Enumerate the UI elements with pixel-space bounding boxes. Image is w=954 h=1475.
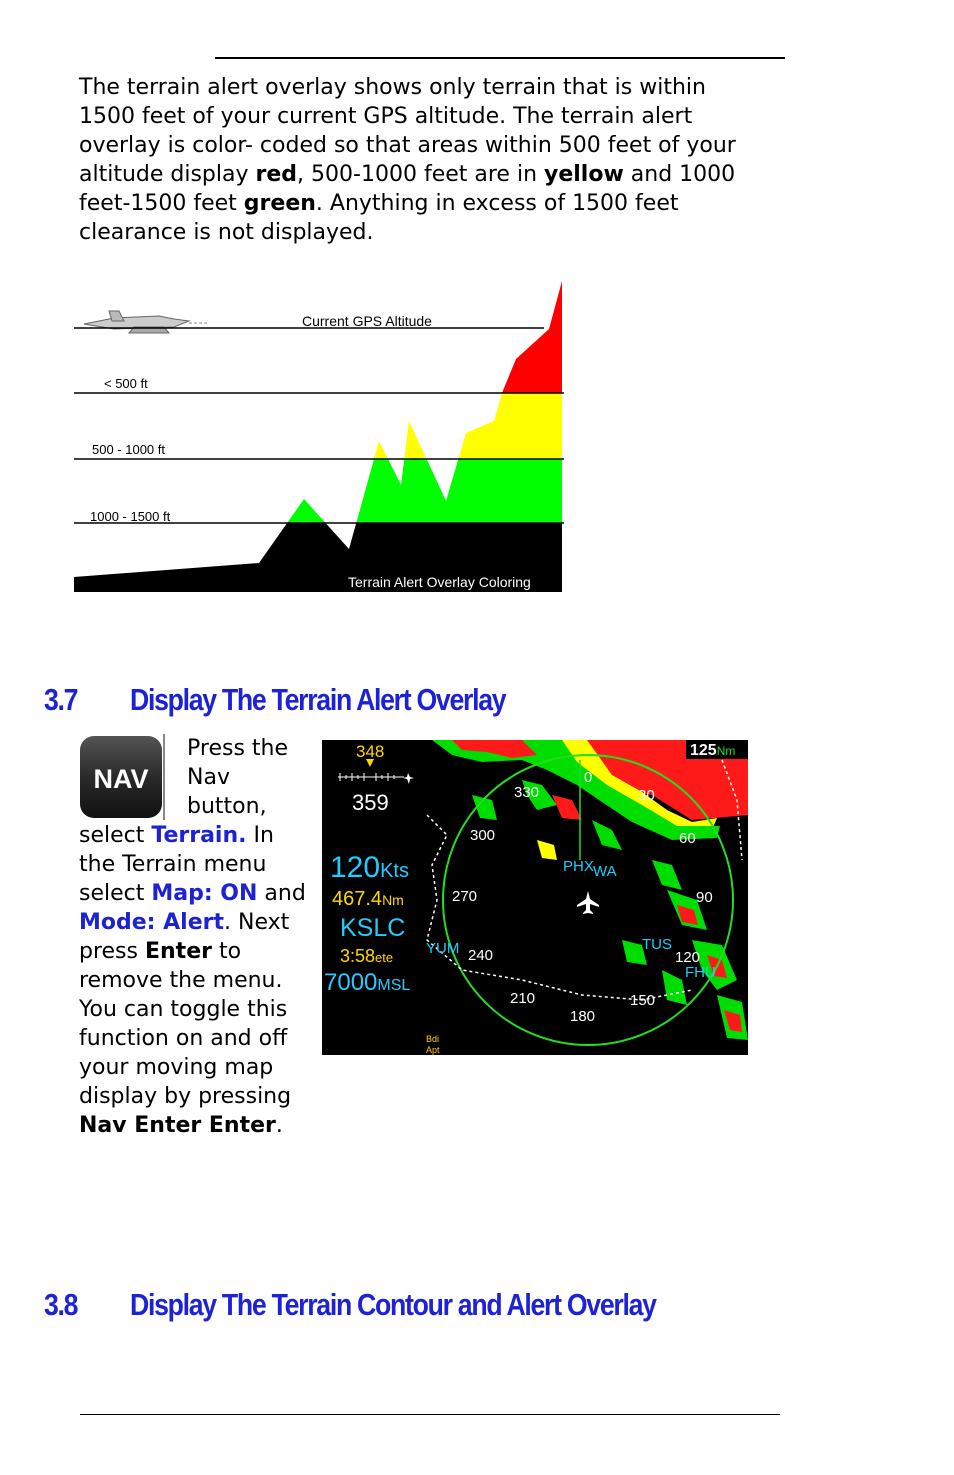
compass-label: 120 <box>675 949 701 966</box>
body-text: . <box>275 1113 283 1138</box>
heading-value: 359 <box>352 790 389 815</box>
nav-icon-label: NAV <box>93 764 149 794</box>
airport-label: PHX <box>563 858 594 875</box>
compass-label: 240 <box>468 947 494 964</box>
body-text: Press the Nav button, select <box>79 736 288 848</box>
range-readout <box>690 742 735 759</box>
compass-label: 0 <box>584 769 593 786</box>
body-text: In the Terrain menu select <box>79 823 274 906</box>
airport-label: WA <box>593 863 617 880</box>
figure-caption: Terrain Alert Overlay Coloring <box>348 574 531 590</box>
intro-text: , 500-1000 feet are in <box>297 162 544 187</box>
intro-text: . Anything in excess of 1500 feet clearance is not displayed. <box>79 191 679 245</box>
band1-label: < 500 ft <box>104 376 148 391</box>
terrain-term: Terrain. <box>151 823 247 848</box>
waypoint-value: KSLC <box>340 914 406 942</box>
range-unit: Nm <box>716 744 736 758</box>
section-number: 3.7 <box>44 682 78 717</box>
header-rule <box>215 57 785 59</box>
compass-label: 60 <box>679 830 696 847</box>
speed-unit: Kts <box>380 860 409 882</box>
map-on-term: Map: ON <box>151 881 258 906</box>
nav-icon-container <box>79 734 187 821</box>
altitude-label: Current GPS Altitude <box>302 313 432 329</box>
distance-value: 467.4 <box>332 888 383 910</box>
section-number: 3.8 <box>44 1287 78 1322</box>
range-value: 125 <box>690 742 717 759</box>
ete-value: 3:58 <box>340 946 376 966</box>
compass-label: 90 <box>696 889 713 906</box>
intro-text: and 1000 feet-1500 feet <box>79 162 736 216</box>
distance-readout <box>332 888 404 910</box>
track-value: 348 <box>356 742 385 761</box>
terrain-alert-coloring-figure <box>74 281 564 592</box>
section-3-8-heading <box>44 1287 656 1323</box>
speed-value: 120 <box>330 851 381 884</box>
intro-paragraph <box>79 73 759 247</box>
compass-label: 210 <box>510 990 536 1007</box>
nav-enter-enter-term: Nav Enter Enter <box>79 1113 276 1138</box>
altitude-value: 7000 <box>324 969 378 996</box>
airport-label: TUS <box>642 936 672 953</box>
mode-alert-term: Mode: Alert <box>79 910 224 935</box>
body-text: to remove the menu. You can toggle this function on and off your moving map display by pressing <box>79 939 292 1109</box>
intro-text: The terrain alert overlay shows only terrain that is within 1500 feet of your current GPS altitude. The terrain alert overlay is color- coded so that areas within 500 feet of your altitude display <box>79 75 736 187</box>
legend-label: Apt <box>426 1045 440 1055</box>
compass-label: 180 <box>570 1008 596 1025</box>
footer-rule <box>80 1414 780 1415</box>
word-green: green <box>243 191 316 216</box>
compass-label: 270 <box>452 888 478 905</box>
nav-button-icon <box>79 734 167 820</box>
legend-label: Bdi <box>426 1034 440 1044</box>
compass-label: 330 <box>514 784 540 801</box>
airport-label: YUM <box>426 940 460 957</box>
compass-label: 300 <box>470 827 496 844</box>
altitude-unit: MSL <box>377 977 411 994</box>
band3-label: 1000 - 1500 ft <box>90 509 171 524</box>
body-text: and <box>257 881 306 906</box>
ete-unit: ete <box>375 950 394 965</box>
word-red: red <box>255 162 298 187</box>
section-title: Display The Terrain Alert Overlay <box>130 682 506 717</box>
word-yellow: yellow <box>544 162 624 187</box>
band2-label: 500 - 1000 ft <box>92 442 165 457</box>
body-text: . Next press <box>79 910 290 964</box>
enter-term: Enter <box>144 939 212 964</box>
section-title: Display The Terrain Contour and Alert Overlay <box>130 1287 656 1322</box>
terrain-alert-map-display <box>322 740 748 1055</box>
compass-label: 30 <box>638 787 655 804</box>
compass-label: 150 <box>630 992 656 1009</box>
airport-label: FHU <box>685 964 716 981</box>
section-3-7-heading <box>44 682 505 718</box>
distance-unit: Nm <box>382 892 404 908</box>
